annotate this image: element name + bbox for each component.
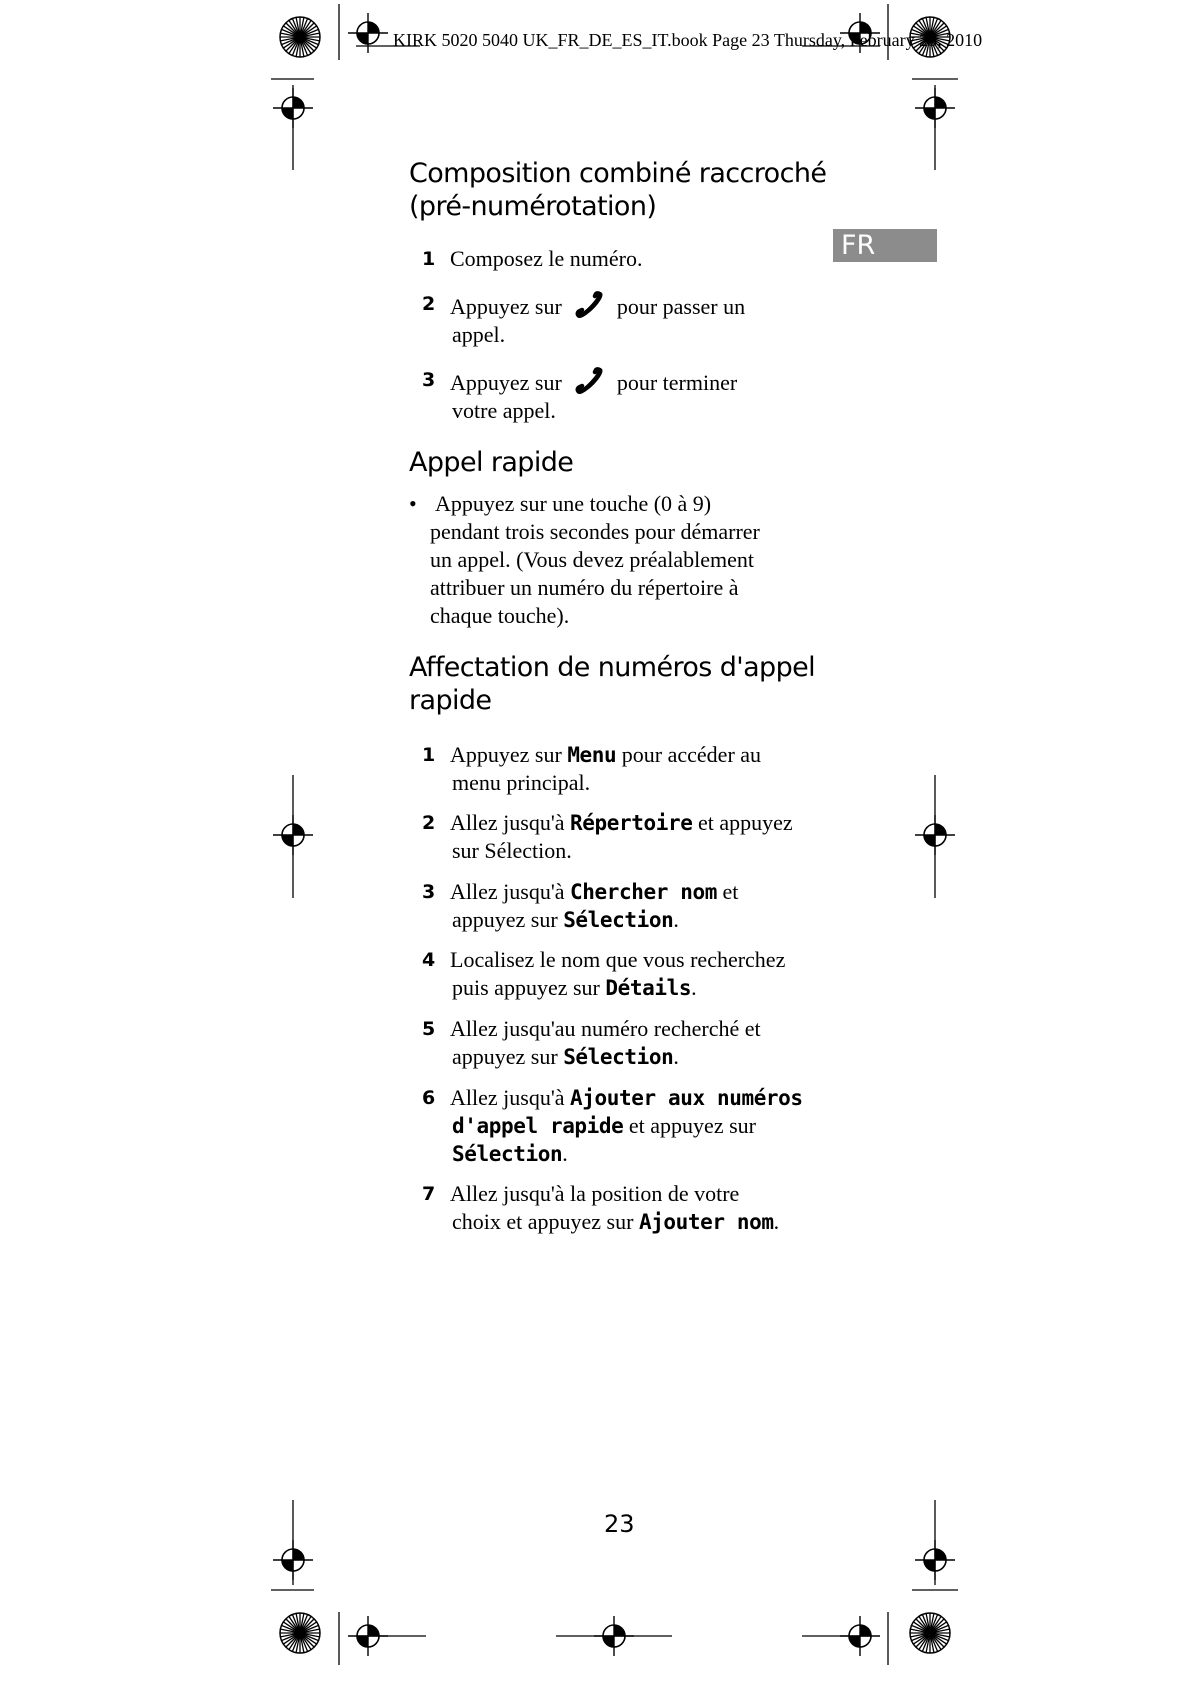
assign-step-6: 6 Allez jusqu'à Ajouter aux numéros d'appel rapide et appuyez sur Sélection. <box>422 1085 803 1166</box>
assign-step-5: 5 Allez jusqu'au numéro recherché et appuyez sur Sélection. <box>422 1016 761 1069</box>
bullet-dot: • <box>409 491 417 516</box>
predial-step-1: 1 Composez le numéro. <box>422 246 643 271</box>
crosshair-icon <box>348 13 388 53</box>
crosshair-icon <box>273 815 313 855</box>
section-title-predial: Composition combiné raccroché (pré-numérotation) <box>409 158 827 222</box>
phone-handset-icon <box>571 366 607 396</box>
crosshair-icon <box>273 88 313 128</box>
menu-label: Chercher nom <box>570 880 717 904</box>
crosshair-icon <box>915 88 955 128</box>
softkey-label: Menu <box>567 743 617 767</box>
crosshair-icon <box>915 815 955 855</box>
softkey-label: Sélection <box>452 1142 563 1166</box>
softkey-label: Ajouter nom <box>638 1210 774 1234</box>
language-tab: FR <box>833 229 937 262</box>
crosshair-icon <box>273 1540 313 1580</box>
menu-label: Répertoire <box>570 811 693 835</box>
assign-step-1: 1 Appuyez sur Menu pour accéder au menu principal. <box>422 742 762 795</box>
softkey-label: Sélection <box>563 1045 674 1069</box>
menu-label: d'appel rapide <box>452 1114 624 1138</box>
page-number: 23 <box>604 1510 635 1538</box>
predial-step-2: 2 Appuyez sur pour passer un appel. <box>422 290 822 349</box>
assign-step-4: 4 Localisez le nom que vous recherchez puis appuyez sur Détails. <box>422 947 786 1000</box>
sunburst-icon <box>280 17 320 57</box>
assign-step-7: 7 Allez jusqu'à la position de votre choix et appuyez sur Ajouter nom. <box>422 1181 780 1234</box>
speed-dial-bullet: • Appuyez sur une touche (0 à 9) pendant trois secondes pour démarrer un appel. (Vous devez préalablement attribuer un numéro du répertoire à chaque touche). <box>409 491 760 628</box>
softkey-label: Sélection <box>563 908 674 932</box>
phone-handset-icon <box>571 290 607 320</box>
assign-step-2: 2 Allez jusqu'à Répertoire et appuyez sur Sélection. <box>422 810 793 863</box>
assign-step-3: 3 Allez jusqu'à Chercher nom et appuyez sur Sélection. <box>422 879 739 932</box>
predial-step-3: 3 Appuyez sur pour terminer votre appel. <box>422 366 822 425</box>
softkey-label: Détails <box>605 976 692 1000</box>
sunburst-icon <box>910 1613 950 1653</box>
print-slug: KIRK 5020 5040 UK_FR_DE_ES_IT.book Page 23 Thursday, February 25, 2010 <box>393 30 983 50</box>
section-title-assign-speed-dial: Affectation de numéros d'appel rapide <box>409 652 816 716</box>
menu-label: Ajouter aux numéros <box>570 1086 803 1110</box>
crosshair-icon <box>915 1540 955 1580</box>
section-title-speed-dial: Appel rapide <box>409 447 574 478</box>
sunburst-icon <box>280 1613 320 1653</box>
